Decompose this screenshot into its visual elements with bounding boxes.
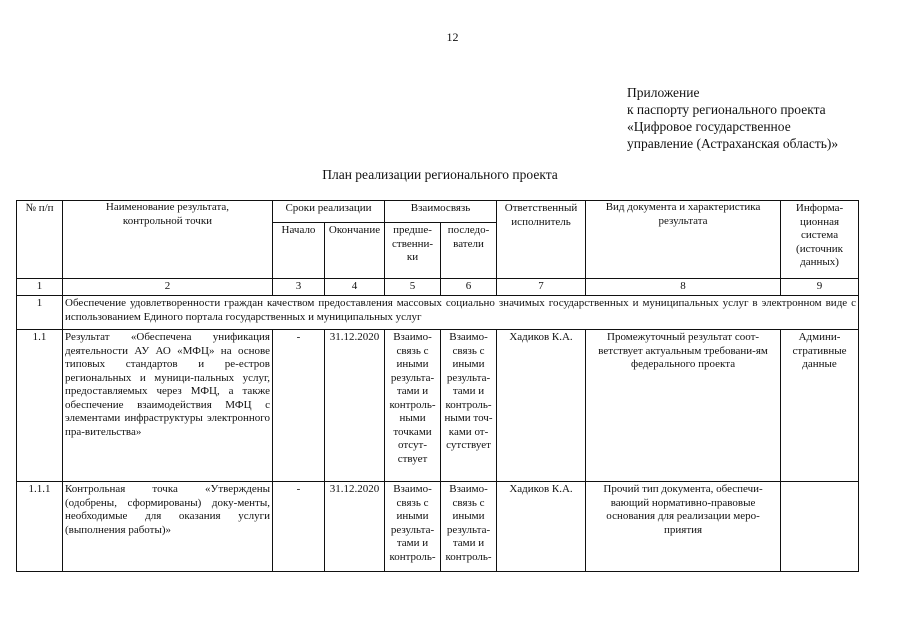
row-start: - <box>273 330 325 482</box>
column-number: 2 <box>63 279 273 296</box>
row-name: Результат «Обеспечена унификация деятельности АУ АО «МФЦ» на основе типовых стандартов и ре-естров региональных и муници-пальных услуг, предоставляемых через МФЦ, а также обеспечение взаимодействия МФЦ с элементами инфраструктуры электронного пра-вительства» <box>63 330 273 482</box>
section-text: Обеспечение удовлетворенности граждан качеством предоставления массовых социально значимых государственных и муниципальных услуг в электронном виде с использованием Единого портала государственных и муниципальных услуг <box>63 296 859 330</box>
row-name: Контрольная точка «Утверждены (одобрены, сформированы) доку-менты, необходимые для оказания услуги (выполнения работы)» <box>63 482 273 572</box>
column-number: 6 <box>441 279 497 296</box>
row-num: 1.1.1 <box>17 482 63 572</box>
table-row <box>17 330 859 482</box>
row-predecessors: Взаимо-связь с иными результа-тами и контроль- <box>385 482 441 572</box>
appendix-note <box>627 84 838 152</box>
header-predecessors: предше-ственни-ки <box>385 223 441 279</box>
column-number: 9 <box>781 279 859 296</box>
header-num: № п/п <box>17 201 63 279</box>
header-start: Начало <box>273 223 325 279</box>
header-end: Окончание <box>325 223 385 279</box>
column-number: 1 <box>17 279 63 296</box>
row-info-system: Админи-стративные данные <box>781 330 859 482</box>
header-name: Наименование результата, контрольной точки <box>63 201 273 279</box>
header-info-system: Информа-ционная система (источник данных) <box>781 201 859 279</box>
appendix-line: «Цифровое государственное <box>627 119 791 134</box>
table-row <box>17 482 859 572</box>
header-document: Вид документа и характеристика результата <box>586 201 781 279</box>
plan-title: План реализации регионального проекта <box>322 167 558 182</box>
section-row <box>17 296 859 330</box>
column-number: 5 <box>385 279 441 296</box>
row-end: 31.12.2020 <box>325 482 385 572</box>
row-start: - <box>273 482 325 572</box>
column-number: 7 <box>497 279 586 296</box>
column-number: 8 <box>586 279 781 296</box>
column-number: 3 <box>273 279 325 296</box>
section-num: 1 <box>17 296 63 330</box>
row-responsible: Хадиков К.А. <box>497 482 586 572</box>
header-terms: Сроки реализации <box>273 201 385 223</box>
plan-table <box>16 200 859 572</box>
row-predecessors: Взаимо-связь с иными результа-тами и контроль-ными точками отсут-ствует <box>385 330 441 482</box>
row-responsible: Хадиков К.А. <box>497 330 586 482</box>
row-successors: Взаимо-связь с иными результа-тами и контроль- <box>441 482 497 572</box>
column-number: 4 <box>325 279 385 296</box>
row-info-system <box>781 482 859 572</box>
header-relation: Взаимосвязь <box>385 201 497 223</box>
appendix-line: управление (Астраханская область)» <box>627 136 839 151</box>
appendix-line: к паспорту регионального проекта <box>627 102 826 117</box>
row-document: Промежуточный результат соот-ветствует актуальным требовани-ям федерального проекта <box>586 330 781 482</box>
header-successors: последо-ватели <box>441 223 497 279</box>
row-num: 1.1 <box>17 330 63 482</box>
row-document: Прочий тип документа, обеспечи-вающий нормативно-правовые основания для реализации меро-приятия <box>586 482 781 572</box>
header-responsible: Ответственный исполнитель <box>497 201 586 279</box>
row-successors: Взаимо-связь с иными результа-тами и контроль-ными точ-ками от-сутствует <box>441 330 497 482</box>
page-number: 12 <box>446 30 459 44</box>
appendix-line: Приложение <box>627 85 700 100</box>
row-end: 31.12.2020 <box>325 330 385 482</box>
